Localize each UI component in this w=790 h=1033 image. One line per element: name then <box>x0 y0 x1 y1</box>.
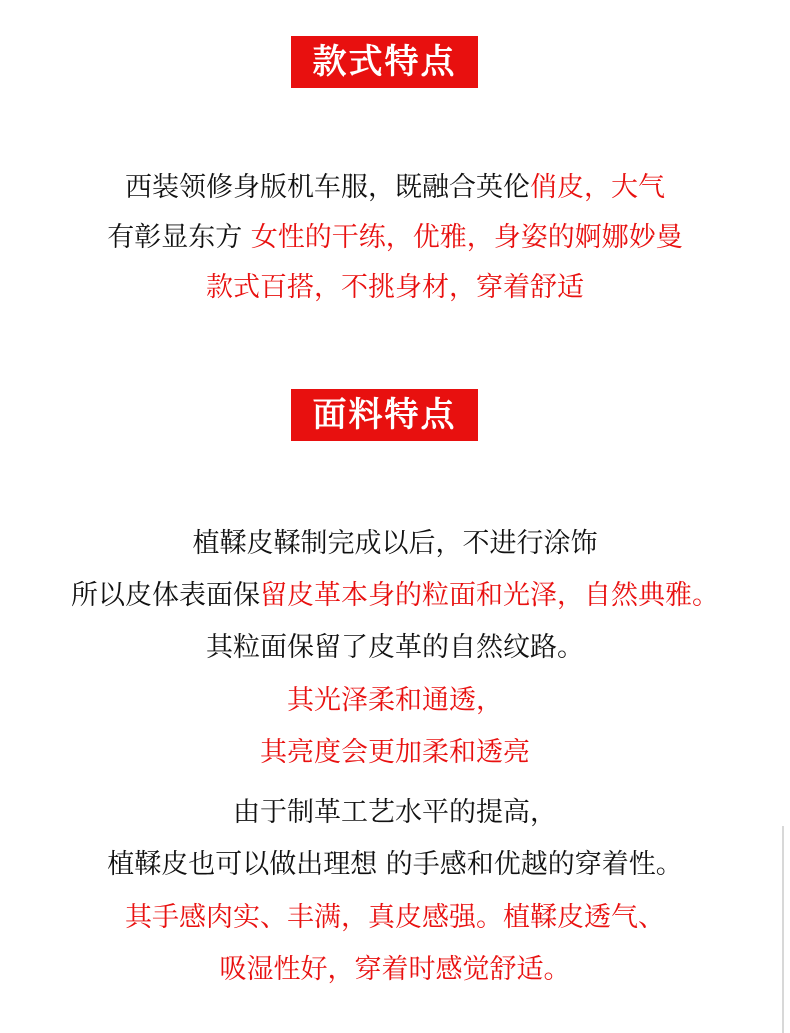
style-heading: 款式特点 <box>291 36 478 88</box>
style-line-3 <box>0 270 790 306</box>
fabric-line-4 <box>0 683 790 719</box>
fabric-line-8-red: 其手感肉实、丰满，真皮感强。植鞣皮透气、 <box>125 902 665 933</box>
right-edge-divider <box>782 826 784 1033</box>
fabric-line-6-dark: 由于制革工艺水平的提高， <box>233 797 557 828</box>
style-line-3-red: 款式百搭，不挑身材，穿着舒适 <box>206 272 584 303</box>
fabric-line-2-dark: 所以皮体表面保 <box>71 580 260 611</box>
fabric-line-5-red: 其亮度会更加柔和透亮 <box>260 737 530 768</box>
fabric-line-4-red: 其光泽柔和通透， <box>287 685 503 716</box>
style-line-1 <box>0 170 790 206</box>
fabric-line-2-red: 留皮革本身的粒面和光泽，自然典雅。 <box>260 580 719 611</box>
style-line-1-red: 俏皮，大气 <box>530 172 665 203</box>
fabric-line-2 <box>0 578 790 614</box>
fabric-line-1-dark: 植鞣皮鞣制完成以后，不进行涂饰 <box>192 528 598 559</box>
style-line-1-dark: 西装领修身版机车服，既融合英伦 <box>125 172 530 203</box>
style-line-2-dark: 有彰显东方 <box>107 222 251 253</box>
fabric-line-1 <box>0 526 790 562</box>
style-line-2 <box>0 220 790 256</box>
fabric-line-5 <box>0 735 790 771</box>
fabric-line-9 <box>0 952 790 988</box>
fabric-line-3 <box>0 630 790 666</box>
style-line-2-red: 女性的干练，优雅，身姿的婀娜妙曼 <box>250 222 683 253</box>
fabric-line-9-red: 吸湿性好，穿着时感觉舒适。 <box>219 954 571 985</box>
fabric-line-7-dark: 植鞣皮也可以做出理想 的手感和优越的穿着性。 <box>107 849 683 880</box>
fabric-line-6 <box>0 795 790 831</box>
fabric-heading: 面料特点 <box>291 389 478 441</box>
fabric-line-3-dark: 其粒面保留了皮革的自然纹路。 <box>206 632 584 663</box>
fabric-line-8 <box>0 900 790 936</box>
fabric-line-7 <box>0 847 790 883</box>
